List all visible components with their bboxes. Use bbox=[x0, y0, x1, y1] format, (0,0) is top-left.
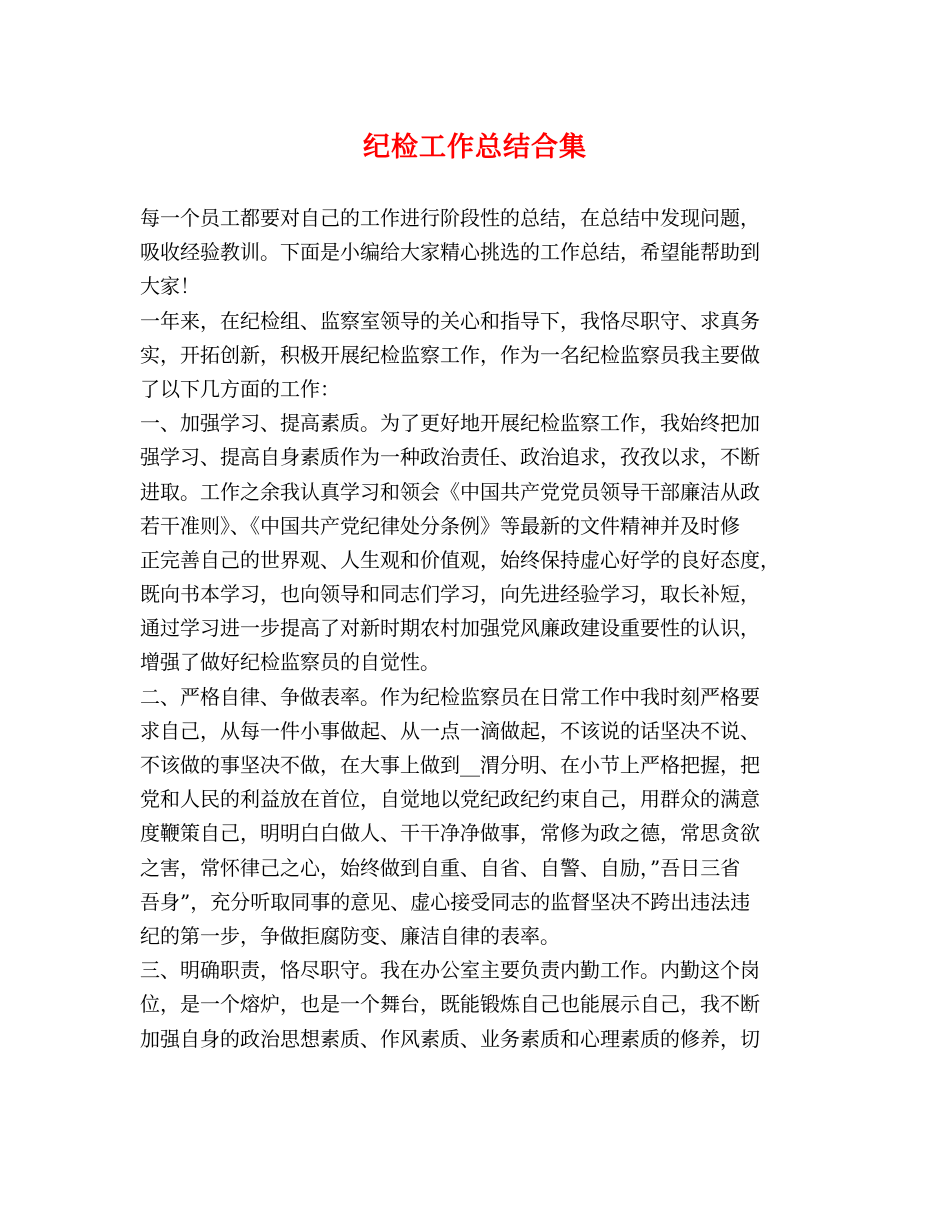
body-line: 党和人民的利益放在首位，自觉地以党纪政纪约束自己，用群众的满意 bbox=[140, 787, 760, 812]
body-line: 纪的第一步，争做拒腐防变、廉洁自律的表率。 bbox=[140, 923, 560, 948]
body-line: 既向书本学习，也向领导和同志们学习，向先进经验学习，取长补短， bbox=[140, 582, 760, 607]
body-line: 之害，常怀律己之心，始终做到自重、自省、自警、自励，”吾日三省 bbox=[140, 855, 741, 880]
body-line: 加强自身的政治思想素质、作风素质、业务素质和心理素质的修养，切 bbox=[140, 1026, 760, 1051]
document-title: 纪检工作总结合集 bbox=[363, 132, 587, 163]
body-line: 吸收经验教训。下面是小编给大家精心挑选的工作总结，希望能帮助到 bbox=[140, 240, 760, 265]
body-line: 位，是一个熔炉，也是一个舞台，既能锻炼自己也能展示自己，我不断 bbox=[140, 992, 760, 1017]
body-line: 三、明确职责，恪尽职守。我在办公室主要负责内勤工作。内勤这个岗 bbox=[140, 958, 760, 983]
body-line: 若干准则》、《中国共产党纪律处分条例》等最新的文件精神并及时修 bbox=[140, 513, 740, 538]
body-line: 每一个员工都要对自己的工作进行阶段性的总结，在总结中发现问题， bbox=[140, 206, 760, 230]
body-line: 正完善自己的世界观、人生观和价值观，始终保持虚心好学的良好态度， bbox=[140, 547, 780, 572]
body-line: 强学习、提高自身素质作为一种政治责任、政治追求，孜孜以求，不断 bbox=[140, 445, 760, 470]
body-line: 通过学习进一步提高了对新时期农村加强党风廉政建设重要性的认识， bbox=[140, 616, 760, 641]
body-line: 实，开拓创新，积极开展纪检监察工作，作为一名纪检监察员我主要做 bbox=[140, 342, 760, 367]
body-line: 不该做的事坚决不做，在大事上做到__渭分明、在小节上严格把握，把 bbox=[140, 753, 760, 777]
body-line: 进取。工作之余我认真学习和领会《中国共产党党员领导干部廉洁从政 bbox=[140, 479, 760, 504]
body-line: 吾身”，充分听取同事的意见、虚心接受同志的监督坚决不跨出违法违 bbox=[140, 889, 751, 914]
body-line: 求自己，从每一件小事做起、从一点一滴做起，不该说的话坚决不说、 bbox=[140, 718, 760, 743]
body-line: 增强了做好纪检监察员的自觉性。 bbox=[140, 650, 440, 675]
body-line: 了以下几方面的工作： bbox=[140, 376, 340, 401]
body-line: 度鞭策自己，明明白白做人、干干净净做事，常修为政之德，常思贪欲 bbox=[140, 821, 760, 846]
body-line: 二、严格自律、争做表率。作为纪检监察员在日常工作中我时刻严格要 bbox=[140, 684, 760, 709]
body-line: 一、加强学习、提高素质。为了更好地开展纪检监察工作，我始终把加 bbox=[140, 411, 760, 436]
document-body bbox=[140, 201, 830, 1056]
body-line: 一年来，在纪检组、监察室领导的关心和指导下，我恪尽职守、求真务 bbox=[140, 308, 760, 333]
body-line: 大家！ bbox=[140, 274, 200, 299]
